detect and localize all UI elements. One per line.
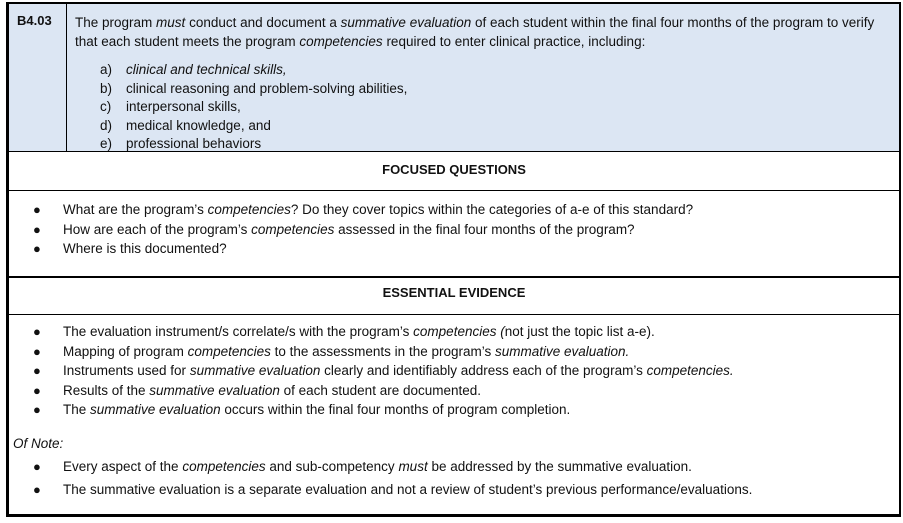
list-item-text: The evaluation instrument/s correlate/s with the program’s competencies (not just the topic list a-e). — [63, 324, 655, 339]
list-item — [33, 342, 734, 362]
item-marker: a) — [100, 62, 113, 77]
bullet-icon: ● — [33, 221, 41, 237]
list-item-text: Results of the summative evaluation of each student are documented. — [63, 382, 482, 398]
standard-item-list — [100, 61, 407, 154]
item-text: professional behaviors — [126, 136, 262, 151]
bottom-border — [6, 514, 901, 517]
list-item-text: Every aspect of the competencies and sub-competency must be addressed by the summative evaluation. — [63, 459, 692, 474]
bullet-icon: ● — [33, 402, 41, 417]
of-note-label-text: Of Note — [13, 436, 60, 451]
item-marker: e) — [100, 136, 113, 151]
item-text: medical knowledge, and — [126, 117, 271, 133]
list-item — [33, 200, 693, 220]
bullet-icon: ● — [33, 459, 41, 474]
item-text: clinical reasoning and problem-solving abilities, — [126, 80, 408, 96]
bullet-icon: ● — [33, 382, 41, 398]
standard-item — [100, 135, 407, 154]
standard-item — [100, 117, 407, 136]
focused-questions-heading: FOCUSED QUESTIONS — [382, 162, 526, 177]
list-item — [33, 457, 752, 477]
list-item — [33, 400, 734, 420]
bullet-icon: ● — [33, 324, 41, 339]
bullet-icon: ● — [33, 343, 41, 359]
item-marker: b) — [100, 80, 113, 96]
focused-questions-list — [33, 200, 693, 259]
bullet-icon: ● — [33, 241, 41, 256]
list-item — [33, 220, 693, 240]
of-note-label: Of Note: — [13, 436, 64, 451]
standard-item — [100, 80, 407, 99]
list-item — [33, 480, 752, 500]
standard-table — [6, 2, 901, 516]
list-item-text: How are each of the program’s competencies assessed in the final four months of the program? — [63, 221, 635, 237]
list-item — [33, 322, 734, 342]
list-item-text: What are the program’s competencies? Do they cover topics within the categories of a-e of this standard? — [63, 202, 694, 217]
item-text: clinical and technical skills, — [126, 62, 287, 77]
divider — [9, 314, 899, 315]
item-marker: c) — [100, 99, 112, 114]
bullet-icon: ● — [33, 363, 41, 378]
standard-code: B4.03 — [9, 4, 67, 151]
divider — [9, 276, 899, 278]
of-note-list — [33, 457, 752, 499]
bullet-icon: ● — [33, 202, 41, 217]
list-item-text: Instruments used for summative evaluation clearly and identifiably address each of the program’s competencies. — [63, 363, 734, 378]
standard-item — [100, 61, 407, 80]
essential-evidence-heading: ESSENTIAL EVIDENCE — [382, 285, 526, 300]
standard-text: The program must conduct and document a summative evaluation of each student within the final four months of the program to verify that each student meets the program competencies required to enter clinical practice, including: — [75, 15, 875, 49]
list-item-text: Where is this documented? — [63, 241, 227, 256]
bullet-icon: ● — [33, 481, 41, 497]
list-item-text: The summative evaluation is a separate evaluation and not a review of student’s previous performance/evaluations. — [63, 481, 753, 497]
divider — [9, 190, 899, 191]
essential-evidence-list — [33, 322, 734, 420]
list-item-text: The summative evaluation occurs within the final four months of program completion. — [63, 402, 571, 417]
list-item — [33, 381, 734, 401]
item-marker: d) — [100, 117, 113, 133]
list-item — [33, 239, 693, 259]
list-item-text: Mapping of program competencies to the assessments in the program’s summative evaluation. — [63, 343, 630, 359]
list-item — [33, 361, 734, 381]
item-text: interpersonal skills, — [126, 99, 241, 114]
standard-item — [100, 98, 407, 117]
standard-row — [9, 4, 899, 152]
